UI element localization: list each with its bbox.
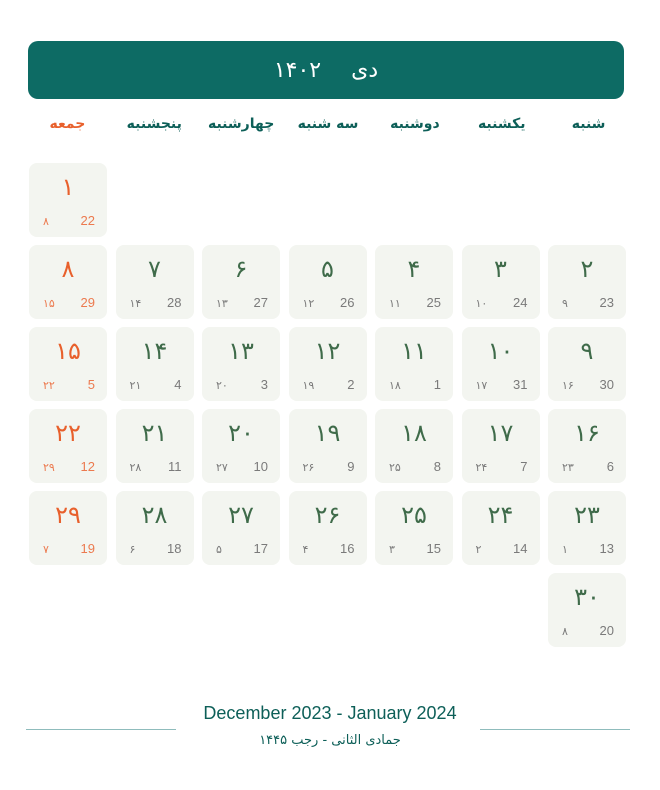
hijri-day-number: ۱ xyxy=(562,543,568,556)
gregorian-day-number: 11 xyxy=(168,459,182,474)
persian-day-number: ۹ xyxy=(580,337,594,365)
hijri-day-number: ۱۲ xyxy=(302,297,315,310)
weekday-tuesday: سه شنبه xyxy=(297,116,359,132)
persian-day-number: ۱۷ xyxy=(487,419,514,447)
day-cell[interactable] xyxy=(375,409,453,483)
persian-day-number: ۱۰ xyxy=(487,337,514,365)
day-cell[interactable] xyxy=(289,491,367,565)
gregorian-day-number: 8 xyxy=(433,459,441,474)
persian-day-number: ۲۴ xyxy=(487,501,514,529)
hijri-day-number: ۲۲ xyxy=(43,379,55,392)
day-cell[interactable] xyxy=(29,409,107,483)
persian-day-number: ۱۵ xyxy=(55,337,81,365)
day-cell[interactable] xyxy=(116,491,194,565)
hijri-day-number: ۲۹ xyxy=(43,461,55,474)
gregorian-day-number: 18 xyxy=(167,541,182,556)
day-cell[interactable] xyxy=(375,245,453,319)
persian-day-number: ۱۱ xyxy=(401,337,427,365)
day-cell[interactable] xyxy=(29,245,107,319)
persian-day-number: ۱۹ xyxy=(314,419,341,447)
persian-day-number: ۲۸ xyxy=(141,501,168,529)
day-cell[interactable] xyxy=(29,491,107,565)
persian-day-number: ۴ xyxy=(407,255,421,283)
day-cell[interactable] xyxy=(202,327,280,401)
day-cell[interactable] xyxy=(548,327,626,401)
gregorian-day-number: 25 xyxy=(426,295,441,310)
persian-day-number: ۳۰ xyxy=(574,583,600,611)
gregorian-day-number: 31 xyxy=(513,377,528,392)
persian-day-number: ۲۱ xyxy=(141,419,168,447)
gregorian-day-number: 1 xyxy=(433,377,441,392)
hijri-day-number: ۹ xyxy=(562,297,568,310)
hijri-day-number: ۷ xyxy=(43,543,49,556)
gregorian-day-number: 27 xyxy=(253,295,268,310)
persian-day-number: ۲۲ xyxy=(55,419,81,447)
day-cell[interactable] xyxy=(462,491,540,565)
hijri-day-number: ۵ xyxy=(216,543,222,556)
day-cell[interactable] xyxy=(289,327,367,401)
persian-day-number: ۷ xyxy=(148,255,161,283)
hijri-day-number: ۲۰ xyxy=(216,379,228,392)
hijri-day-number: ۱۳ xyxy=(216,297,228,310)
day-cell[interactable] xyxy=(462,245,540,319)
year-label: ۱۴۰۲ xyxy=(273,57,322,83)
gregorian-day-number: 15 xyxy=(426,541,441,556)
persian-day-number: ۱۸ xyxy=(401,419,427,447)
persian-day-number: ۲۶ xyxy=(314,501,341,529)
persian-day-number: ۲۰ xyxy=(228,419,254,447)
day-cell[interactable] xyxy=(29,163,107,237)
hijri-day-number: ۱۹ xyxy=(302,379,315,392)
gregorian-day-number: 20 xyxy=(599,623,614,638)
day-cell[interactable] xyxy=(29,327,107,401)
day-cell[interactable] xyxy=(375,491,453,565)
gregorian-day-number: 24 xyxy=(513,295,528,310)
weekday-saturday: شنبه xyxy=(571,116,606,132)
hijri-day-number: ۱۰ xyxy=(475,297,488,310)
weekday-wednesday: چهارشنبه xyxy=(207,116,275,132)
gregorian-day-number: 5 xyxy=(87,377,95,392)
calendar-grid xyxy=(29,163,626,647)
gregorian-day-number: 19 xyxy=(80,541,95,556)
day-cell[interactable] xyxy=(202,245,280,319)
hijri-day-number: ۲۸ xyxy=(129,461,142,474)
weekday-monday: دوشنبه xyxy=(390,116,440,132)
weekday-friday: جمعه xyxy=(49,116,86,132)
month-name: دی xyxy=(351,57,379,83)
hijri-range: جمادی الثانی - رجب ۱۴۴۵ xyxy=(259,733,401,748)
hijri-day-number: ۱۶ xyxy=(562,379,574,392)
persian-day-number: ۱۶ xyxy=(574,419,600,447)
day-cell[interactable] xyxy=(548,245,626,319)
hijri-day-number: ۲۱ xyxy=(129,379,142,392)
persian-day-number: ۳ xyxy=(494,255,507,283)
day-cell[interactable] xyxy=(116,409,194,483)
hijri-day-number: ۸ xyxy=(43,215,49,228)
weekday-thursday: پنجشنبه xyxy=(126,116,182,132)
day-cell[interactable] xyxy=(548,573,626,647)
weekday-header-row xyxy=(24,116,632,140)
gregorian-day-number: 14 xyxy=(513,541,528,556)
hijri-day-number: ۶ xyxy=(129,543,136,556)
persian-day-number: ۱۴ xyxy=(141,337,168,365)
gregorian-day-number: 28 xyxy=(167,295,182,310)
hijri-day-number: ۱۱ xyxy=(389,297,401,310)
persian-day-number: ۲۳ xyxy=(574,501,600,529)
hijri-day-number: ۱۵ xyxy=(43,297,55,310)
gregorian-day-number: 16 xyxy=(340,541,355,556)
persian-day-number: ۱۲ xyxy=(314,337,341,365)
day-cell[interactable] xyxy=(202,491,280,565)
gregorian-range: December 2023 - January 2024 xyxy=(203,703,457,723)
day-cell[interactable] xyxy=(462,327,540,401)
gregorian-day-number: 30 xyxy=(599,377,614,392)
day-cell[interactable] xyxy=(289,409,367,483)
gregorian-day-number: 6 xyxy=(606,459,614,474)
gregorian-day-number: 17 xyxy=(253,541,268,556)
month-header xyxy=(28,41,624,99)
gregorian-day-number: 13 xyxy=(599,541,614,556)
day-cell[interactable] xyxy=(548,409,626,483)
gregorian-day-number: 9 xyxy=(347,459,355,474)
footer-divider-left xyxy=(26,729,176,730)
persian-day-number: ۲۷ xyxy=(228,501,254,529)
hijri-day-number: ۴ xyxy=(302,543,309,556)
hijri-day-number: ۲۶ xyxy=(302,461,315,474)
gregorian-day-number: 26 xyxy=(340,295,355,310)
gregorian-day-number: 12 xyxy=(80,459,95,474)
day-cell[interactable] xyxy=(375,327,453,401)
footer-divider-right xyxy=(480,729,630,730)
hijri-day-number: ۲۳ xyxy=(562,461,574,474)
gregorian-day-number: 3 xyxy=(260,377,268,392)
persian-day-number: ۸ xyxy=(61,255,75,283)
persian-day-number: ۱۳ xyxy=(228,337,254,365)
persian-day-number: ۵ xyxy=(321,255,334,283)
weekday-sunday: یکشنبه xyxy=(477,116,526,132)
gregorian-day-number: 23 xyxy=(599,295,614,310)
hijri-day-number: ۳ xyxy=(389,543,395,556)
hijri-day-number: ۲ xyxy=(475,543,482,556)
hijri-day-number: ۲۴ xyxy=(475,461,488,474)
hijri-day-number: ۲۵ xyxy=(389,461,401,474)
persian-day-number: ۲ xyxy=(580,255,594,283)
hijri-day-number: ۱۴ xyxy=(129,297,142,310)
hijri-day-number: ۱۸ xyxy=(389,379,401,392)
persian-day-number: ۶ xyxy=(234,255,248,283)
persian-day-number: ۱ xyxy=(61,173,75,201)
gregorian-day-number: 2 xyxy=(347,377,355,392)
day-cell[interactable] xyxy=(462,409,540,483)
day-cell[interactable] xyxy=(116,245,194,319)
gregorian-day-number: 29 xyxy=(80,295,95,310)
hijri-day-number: ۲۷ xyxy=(216,461,228,474)
day-cell[interactable] xyxy=(548,491,626,565)
persian-day-number: ۲۹ xyxy=(55,501,81,529)
day-cell[interactable] xyxy=(116,327,194,401)
day-cell[interactable] xyxy=(289,245,367,319)
gregorian-day-number: 22 xyxy=(80,213,95,228)
gregorian-day-number: 7 xyxy=(520,459,528,474)
hijri-day-number: ۱۷ xyxy=(475,379,488,392)
gregorian-day-number: 10 xyxy=(253,459,268,474)
persian-day-number: ۲۵ xyxy=(401,501,427,529)
gregorian-day-number: 4 xyxy=(174,377,182,392)
day-cell[interactable] xyxy=(202,409,280,483)
hijri-day-number: ۸ xyxy=(562,625,568,638)
